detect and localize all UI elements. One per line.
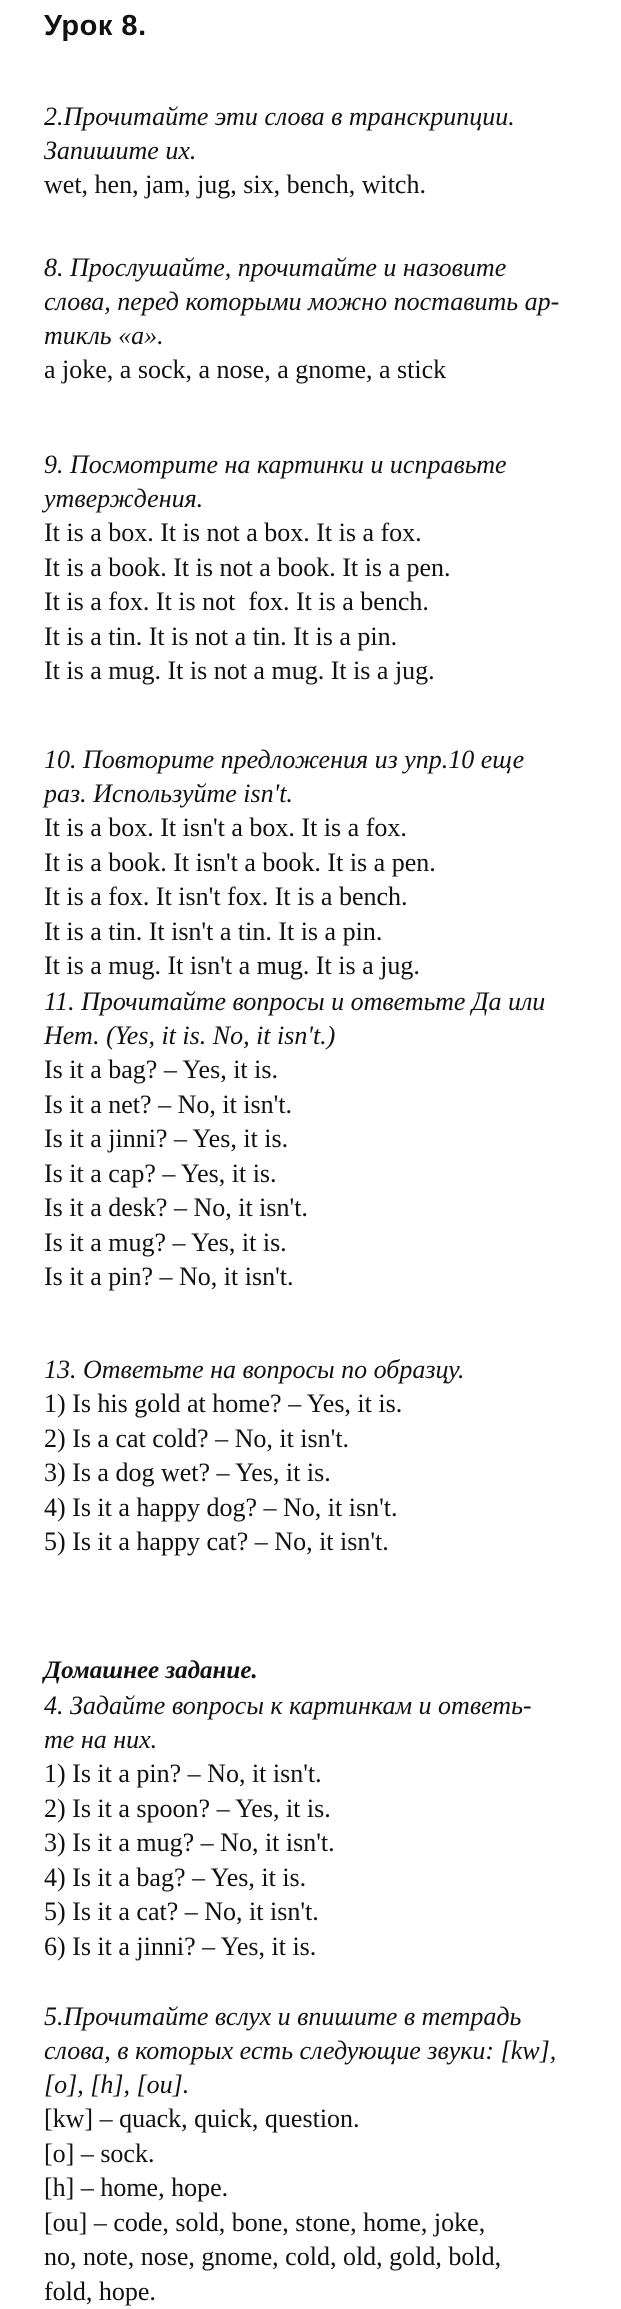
homework-4-line: 2) Is it a spoon? – Yes, it is.	[44, 1792, 612, 1827]
exercise-2-answer: wet, hen, jam, jug, six, bench, witch.	[44, 168, 612, 203]
exercise-11	[44, 985, 612, 1295]
exercise-8-instruction-line-1: 8. Прослушайте, прочитайте и назовите	[44, 251, 612, 285]
exercise-11-instruction-line-2: Нет. (Yes, it is. No, it isn't.)	[44, 1019, 612, 1053]
exercise-2-instruction-line-1: 2.Прочитайте эти слова в транскрипции.	[44, 100, 612, 134]
homework-5-line: [h] – home, hope.	[44, 2171, 612, 2206]
exercise-10-line: It is a book. It isn't a book. It is a pen.	[44, 846, 612, 881]
exercise-10-line: It is a box. It isn't a box. It is a fox.	[44, 811, 612, 846]
homework-4-line: 3) Is it a mug? – No, it isn't.	[44, 1826, 612, 1861]
exercise-9	[44, 448, 612, 689]
homework-exercise-5	[44, 2000, 612, 2309]
exercise-10-instruction-line-1: 10. Повторите предложения из упр.10 еще	[44, 743, 612, 777]
exercise-13-line: 3) Is a dog wet? – Yes, it is.	[44, 1456, 612, 1491]
homework-4-instruction-line-2: те на них.	[44, 1723, 612, 1757]
exercise-11-line: Is it a net? – No, it isn't.	[44, 1088, 612, 1123]
exercise-13-line: 2) Is a cat cold? – No, it isn't.	[44, 1422, 612, 1457]
homework-4-instruction-line-1: 4. Задайте вопросы к картинкам и ответь-	[44, 1689, 612, 1723]
homework-4-line: 5) Is it a cat? – No, it isn't.	[44, 1895, 612, 1930]
exercise-9-line: It is a tin. It is not a tin. It is a pin.	[44, 620, 612, 655]
exercise-2-instruction-line-2: Запишите их.	[44, 134, 612, 168]
exercise-11-instruction-line-1: 11. Прочитайте вопросы и ответьте Да или	[44, 985, 612, 1019]
exercise-13-line: 5) Is it a happy cat? – No, it isn't.	[44, 1525, 612, 1560]
exercise-9-instruction-line-2: утверждения.	[44, 482, 612, 516]
homework-4-line: 4) Is it a bag? – Yes, it is.	[44, 1861, 612, 1896]
exercise-10-line: It is a tin. It isn't a tin. It is a pin.	[44, 915, 612, 950]
exercise-9-line: It is a box. It is not a box. It is a fox.	[44, 516, 612, 551]
homework-5-line: [kw] – quack, quick, question.	[44, 2102, 612, 2137]
exercise-13-line: 1) Is his gold at home? – Yes, it is.	[44, 1387, 612, 1422]
exercise-11-line: Is it a mug? – Yes, it is.	[44, 1226, 612, 1261]
exercise-11-line: Is it a bag? – Yes, it is.	[44, 1053, 612, 1088]
exercise-11-line: Is it a cap? – Yes, it is.	[44, 1157, 612, 1192]
homework-5-line: [o] – sock.	[44, 2137, 612, 2172]
homework-5-instruction-line-3: [o], [h], [ou].	[44, 2068, 612, 2102]
exercise-13-instruction: 13. Ответьте на вопросы по образцу.	[44, 1353, 612, 1387]
exercise-13	[44, 1353, 612, 1560]
exercise-8	[44, 251, 612, 388]
exercise-10-instruction-line-2: раз. Используйте isn't.	[44, 777, 612, 811]
exercise-11-line: Is it a desk? – No, it isn't.	[44, 1191, 612, 1226]
homework-exercise-4	[44, 1689, 612, 1964]
exercise-9-line: It is a fox. It is not fox. It is a bench.	[44, 585, 612, 620]
homework-title: Домашнее задание.	[44, 1657, 258, 1685]
homework-5-line: fold, hope.	[44, 2275, 612, 2309]
exercise-8-instruction-line-3: тикль «а».	[44, 319, 612, 353]
exercise-13-line: 4) Is it a happy dog? – No, it isn't.	[44, 1491, 612, 1526]
lesson-title: Урок 8.	[44, 10, 147, 43]
exercise-11-line: Is it a jinni? – Yes, it is.	[44, 1122, 612, 1157]
exercise-9-instruction-line-1: 9. Посмотрите на картинки и исправьте	[44, 448, 612, 482]
homework-5-line: [ou] – code, sold, bone, stone, home, joke,	[44, 2206, 612, 2241]
exercise-11-line: Is it a pin? – No, it isn't.	[44, 1260, 612, 1295]
homework-4-line: 1) Is it a pin? – No, it isn't.	[44, 1757, 612, 1792]
exercise-10-line: It is a mug. It isn't a mug. It is a jug.	[44, 949, 612, 984]
homework-4-line: 6) Is it a jinni? – Yes, it is.	[44, 1930, 612, 1965]
homework-5-line: no, note, nose, gnome, cold, old, gold, bold,	[44, 2240, 612, 2275]
exercise-2	[44, 100, 612, 203]
exercise-10	[44, 743, 612, 984]
exercise-9-line: It is a book. It is not a book. It is a pen.	[44, 551, 612, 586]
homework-5-instruction-line-1: 5.Прочитайте вслух и впишите в тетрадь	[44, 2000, 612, 2034]
exercise-9-line: It is a mug. It is not a mug. It is a jug.	[44, 654, 612, 689]
exercise-8-instruction-line-2: слова, перед которыми можно поставить ар-	[44, 285, 612, 319]
exercise-10-line: It is a fox. It isn't fox. It is a bench.	[44, 880, 612, 915]
exercise-8-answer: a joke, a sock, a nose, a gnome, a stick	[44, 353, 612, 388]
homework-5-instruction-line-2: слова, в которых есть следующие звуки: [kw],	[44, 2034, 612, 2068]
